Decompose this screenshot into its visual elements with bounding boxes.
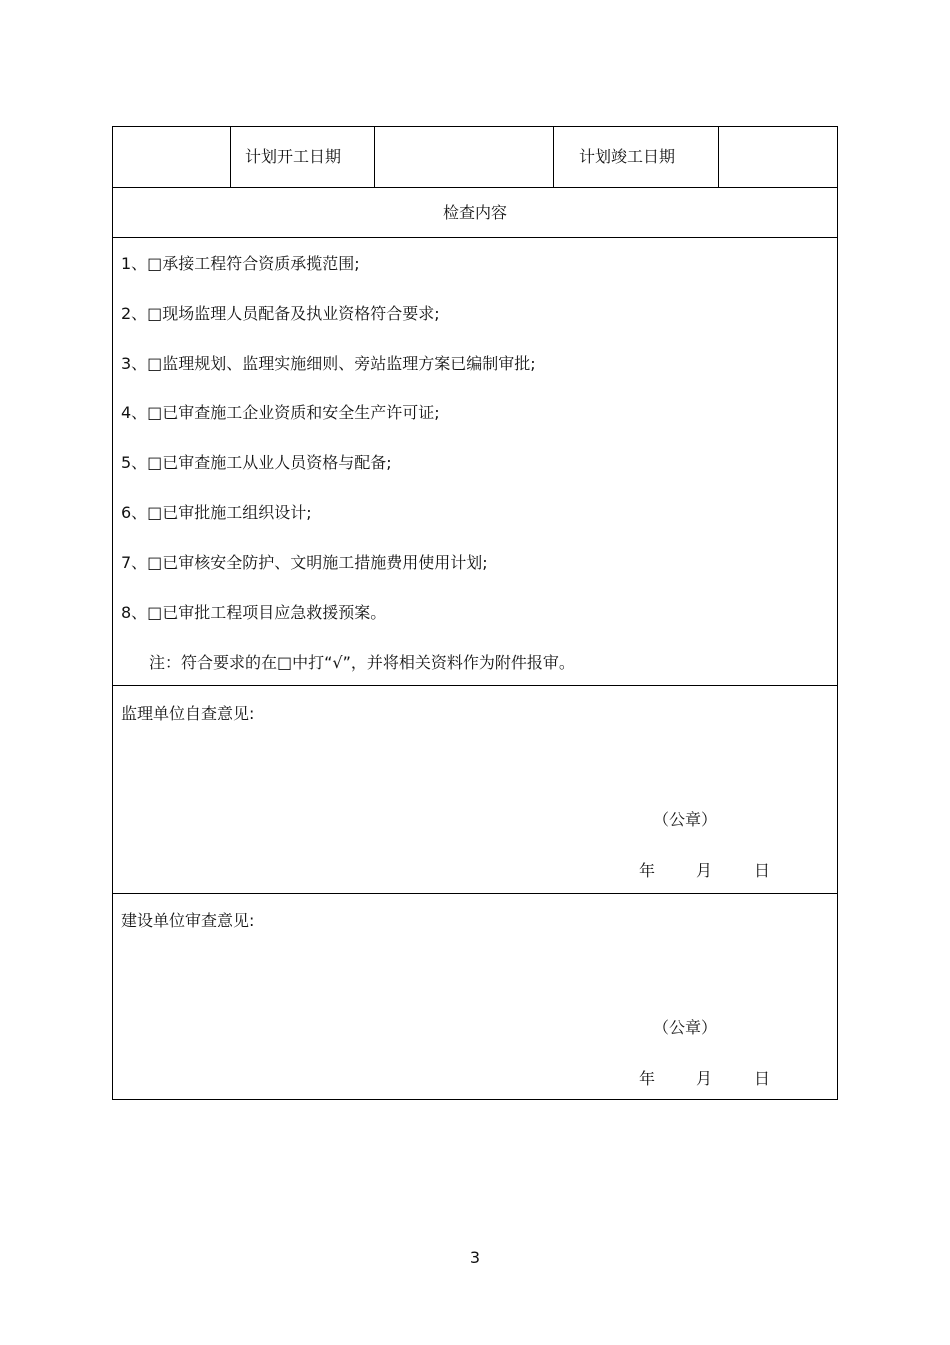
check-item[interactable]: 5、□已审查施工从业人员资格与配备; [121,453,392,472]
construction-day-label: 日 [754,1069,771,1088]
planned-end-date-field[interactable] [719,127,837,187]
form-table [112,126,838,1100]
construction-year-label: 年 [639,1069,656,1088]
check-item[interactable]: 3、□监理规划、监理实施细则、旁站监理方案已编制审批; [121,354,536,373]
check-item[interactable]: 2、□现场监理人员配备及执业资格符合要求; [121,304,440,323]
check-item[interactable]: 6、□已审批施工组织设计; [121,503,312,522]
divider [113,187,837,188]
supervision-opinion-label: 监理单位自查意见: [121,704,255,723]
divider [113,685,837,686]
supervision-seal-label: （公章） [653,810,718,829]
check-note: 注：符合要求的在□中打“√”，并将相关资料作为附件报审。 [149,653,575,672]
header-blank-cell[interactable] [113,127,230,187]
construction-opinion-field[interactable] [113,935,837,995]
check-item[interactable]: 1、□承接工程符合资质承揽范围; [121,254,360,273]
planned-start-label: 计划开工日期 [245,147,342,166]
supervision-opinion-field[interactable] [113,727,837,787]
construction-opinion-label: 建设单位审查意见: [121,911,255,930]
divider [553,127,554,187]
divider [113,237,837,238]
page-number: 3 [469,1248,481,1267]
supervision-month-label: 月 [696,861,713,880]
divider [230,127,231,187]
construction-seal-label: （公章） [653,1018,718,1037]
check-section-title: 检查内容 [442,203,507,222]
planned-start-date-field[interactable] [375,127,553,187]
check-item[interactable]: 7、□已审核安全防护、文明施工措施费用使用计划; [121,553,488,572]
check-item[interactable]: 4、□已审查施工企业资质和安全生产许可证; [121,403,440,422]
divider [113,893,837,894]
supervision-year-label: 年 [639,861,656,880]
check-item[interactable]: 8、□已审批工程项目应急救援预案。 [121,603,387,622]
planned-end-label: 计划竣工日期 [579,147,676,166]
supervision-day-label: 日 [754,861,771,880]
construction-month-label: 月 [696,1069,713,1088]
